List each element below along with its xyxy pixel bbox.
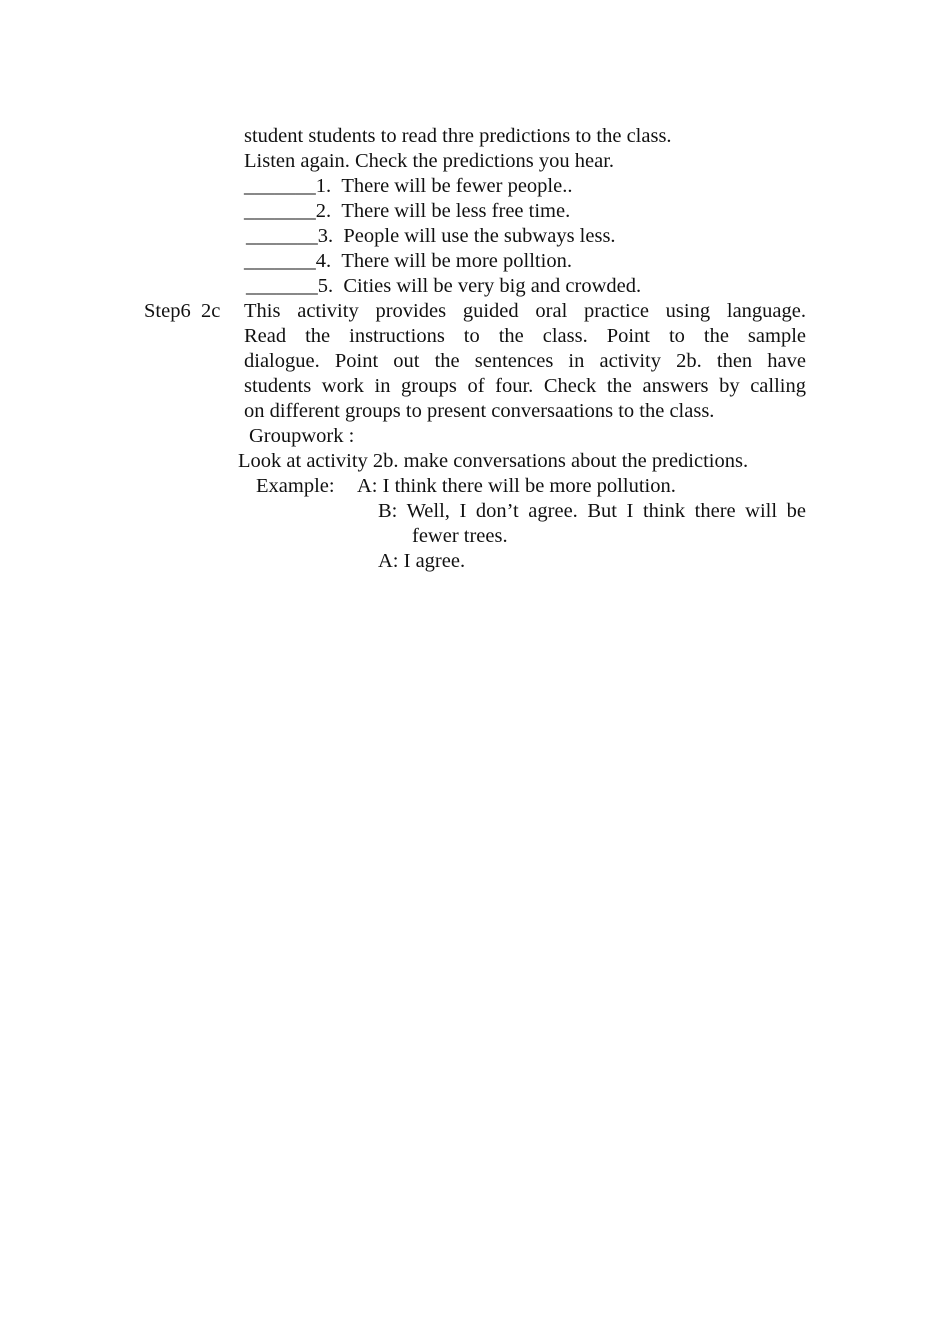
checklist-item-4 <box>244 249 572 274</box>
answer-blank: _______ <box>244 175 316 197</box>
item-text: Cities will be very big and crowded. <box>343 275 642 297</box>
item-text: There will be less free time. <box>341 200 571 222</box>
answer-blank: _______ <box>246 275 318 297</box>
item-number: 2. <box>315 200 332 222</box>
checklist-item-3 <box>246 224 616 249</box>
answer-blank: _______ <box>246 225 318 247</box>
item-text: There will be more polltion. <box>341 250 572 272</box>
step-heading <box>144 299 220 324</box>
intro-line-2: Listen again. Check the predictions you hear. <box>244 150 615 172</box>
item-number: 4. <box>315 250 332 272</box>
dialogue-a1: A: I think there will be more pollution. <box>357 475 676 497</box>
answer-blank: _______ <box>244 200 316 222</box>
paragraph-line-5: on different groups to present conversaations to the class. <box>244 400 715 422</box>
checklist-item-1 <box>244 174 572 199</box>
intro-line-1: student students to read thre predictions to the class. <box>244 125 672 147</box>
item-text: There will be fewer people.. <box>341 175 573 197</box>
paragraph-line-1: This activity provides guided oral practice using language. <box>244 300 806 322</box>
activity-label: 2c <box>200 300 221 322</box>
item-number: 1. <box>315 175 332 197</box>
paragraph-line-2: Read the instructions to the class. Point to the sample <box>244 325 806 347</box>
example-label: Example: <box>256 475 335 497</box>
dialogue-b1-line2: fewer trees. <box>412 525 508 547</box>
groupwork-label: Groupwork : <box>249 425 355 447</box>
item-text: People will use the subways less. <box>343 225 616 247</box>
answer-blank: _______ <box>244 250 316 272</box>
dialogue-a2: A: I agree. <box>378 550 466 572</box>
paragraph-line-3: dialogue. Point out the sentences in activity 2b. then have <box>244 350 806 372</box>
checklist-item-5 <box>246 274 641 299</box>
paragraph-line-4: students work in groups of four. Check the answers by calling <box>244 375 806 397</box>
item-number: 5. <box>317 275 334 297</box>
groupwork-instruction: Look at activity 2b. make conversations about the predictions. <box>238 450 749 472</box>
item-number: 3. <box>317 225 334 247</box>
step-label: Step6 <box>144 300 191 322</box>
checklist-item-2 <box>244 199 570 224</box>
dialogue-b1-line1: B: Well, I don’t agree. But I think there will be <box>378 500 806 522</box>
